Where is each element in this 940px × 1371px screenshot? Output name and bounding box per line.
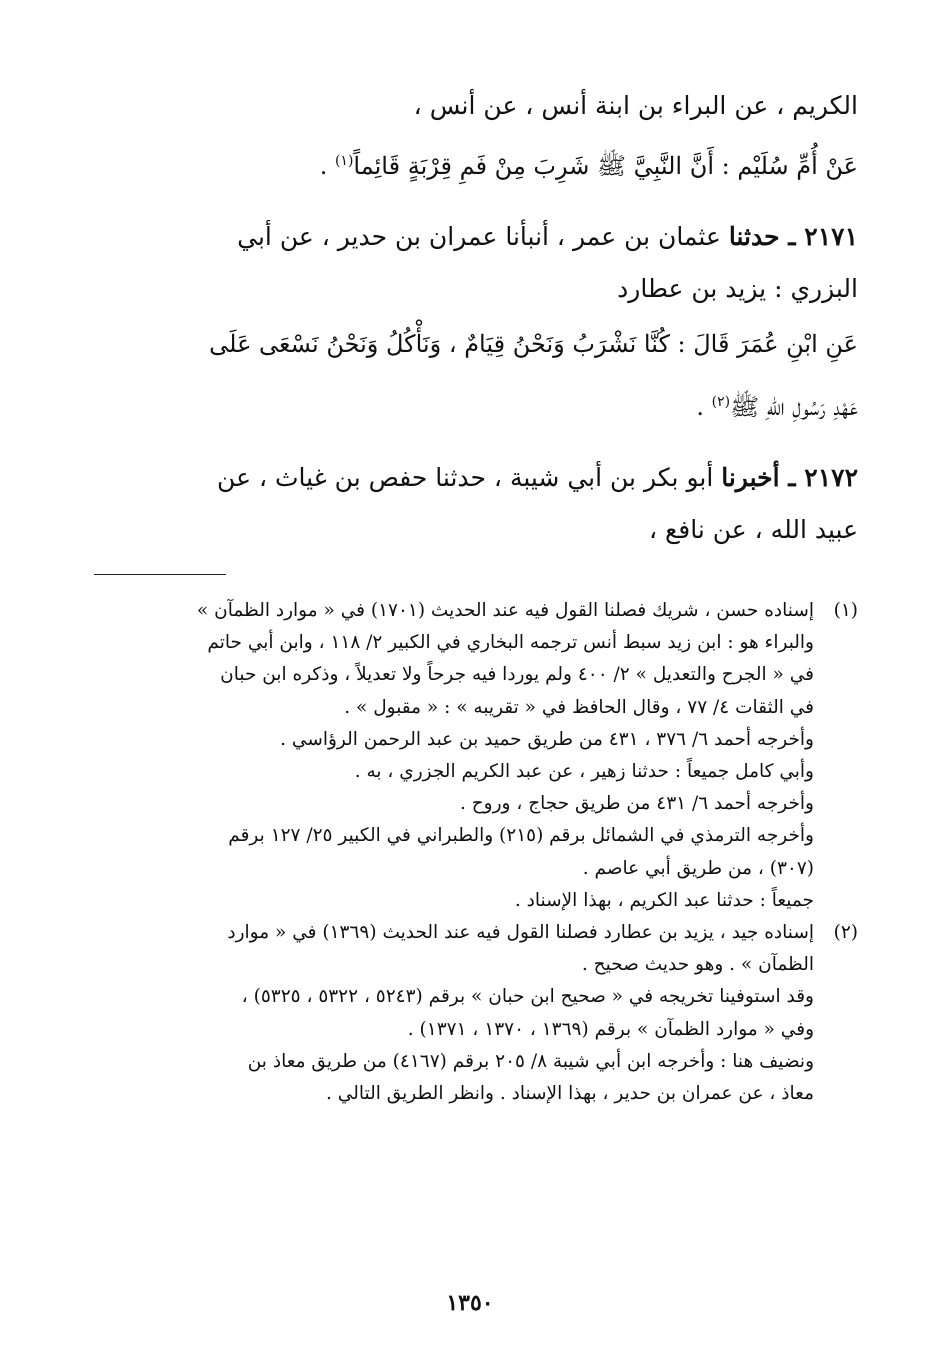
footnote-line: في الثقات ٤/ ٧٧ ، وقال الحافظ في « تقريبه » : « مقبول » . bbox=[344, 696, 814, 718]
isnad-line: البزري : يزيد بن عطارد bbox=[617, 274, 858, 303]
footnote-line: في « الجرح والتعديل » ٢/ ٤٠٠ ولم يوردا فيه جرحاً ولا تعديلاً ، وذكره ابن حبان bbox=[220, 664, 814, 686]
isnad-line bbox=[80, 452, 858, 504]
footnote-marker: (١) bbox=[833, 600, 858, 621]
footnote-line: ونضيف هنا : وأخرجه ابن أبي شيبة ٨/ ٢٠٥ برقم (٤١٦٧) من طريق معاذ بن bbox=[247, 1050, 814, 1072]
punctuation: . bbox=[319, 152, 335, 180]
page-number: ١٣٥٠ bbox=[446, 1290, 494, 1316]
hadith-text bbox=[80, 132, 858, 195]
hadith-number: ٢١٧١ ـ حدثنا bbox=[728, 222, 858, 251]
footnote-2 bbox=[80, 917, 858, 1110]
footnote-line: وأخرجه أحمد ٦/ ٤٣١ من طريق حجاج ، وروح . bbox=[459, 793, 814, 815]
hadith-2171 bbox=[80, 211, 858, 436]
footnote-marker: (٢) bbox=[833, 922, 858, 944]
punctuation: . bbox=[696, 393, 712, 421]
text-line: الكريم ، عن البراء بن ابنة أنس ، عن أنس ، bbox=[413, 91, 858, 120]
main-text bbox=[80, 80, 858, 195]
footnote-ref-1[interactable]: (١) bbox=[334, 153, 354, 169]
footnote-1 bbox=[80, 595, 858, 917]
footnote-line: وأخرجه أحمد ٦/ ٣٧٦ ، ٤٣١ من طريق حميد بن عبد الرحمن الرؤاسي . bbox=[280, 728, 814, 750]
footnote-line: إسناده جيد ، يزيد بن عطارد فصلنا القول فيه عند الحديث (١٣٦٩) في « موارد bbox=[227, 922, 814, 944]
footnote-ref-2[interactable]: (٢) bbox=[711, 394, 731, 410]
hadith-line: عَنِ ابْنِ عُمَرَ قَالَ : كُنَّا نَشْرَبُ وَنَحْنُ قِيَامٌ ، وَنَأْكُلُ وَنَحْنُ نَسْعَى عَلَى bbox=[209, 330, 858, 358]
footnote-body bbox=[80, 917, 814, 1110]
footnote-line: وأخرجه الترمذي في الشمائل برقم (٢١٥) والطبراني في الكبير ٢٥/ ١٢٧ برقم bbox=[228, 825, 814, 847]
footnote-line: (٣٠٧) ، من طريق أبي عاصم . bbox=[582, 857, 814, 879]
footnote-separator bbox=[94, 574, 226, 575]
hadith-text: عَهْدِ رَسُولِ اللهِ ﷺ bbox=[730, 393, 858, 421]
footnote-line: وقد استوفينا تخريجه في « صحيح ابن حبان » برقم (٥٢٤٣ ، ٥٣٢٢ ، ٥٣٢٥) ، bbox=[241, 986, 814, 1008]
footnote-line: جميعاً : حدثنا عبد الكريم ، بهذا الإسناد . bbox=[514, 889, 814, 911]
hadith-2172 bbox=[80, 452, 858, 556]
footnote-line: الظمآن » . وهو حديث صحيح . bbox=[581, 954, 814, 976]
footnotes bbox=[80, 595, 858, 1110]
footnote-line: وفي « موارد الظمآن » برقم (١٣٦٩ ، ١٣٧٠ ، ١٣٧١) . bbox=[407, 1018, 814, 1040]
footnote-line: والبراء هو : ابن زيد سبط أنس ترجمه البخاري في الكبير ٢/ ١١٨ ، وابن أبي حاتم bbox=[207, 632, 814, 654]
footnote-line: إسناده حسن ، شريك فصلنا القول فيه عند الحديث (١٧٠١) في « موارد الظمآن » bbox=[196, 600, 814, 621]
hadith-line: عَنْ أُمِّ سُلَيْم : أَنَّ النَّبِيَّ ﷺ شَرِبَ مِنْ فَمِ قِرْبَةٍ قَائِماً bbox=[353, 152, 858, 180]
isnad-line bbox=[80, 211, 858, 263]
hadith-line bbox=[80, 373, 858, 436]
isnad-text: أبو بكر بن أبي شيبة ، حدثنا حفص بن غياث ، عن bbox=[217, 463, 722, 492]
page-content bbox=[80, 80, 858, 1110]
isnad-line: عبيد الله ، عن نافع ، bbox=[648, 515, 858, 544]
hadith-number: ٢١٧٢ ـ أخبرنا bbox=[721, 463, 858, 492]
isnad-text: عثمان بن عمر ، أنبأنا عمران بن حدير ، عن أبي bbox=[237, 222, 729, 251]
footnote-body bbox=[80, 595, 814, 917]
footnote-line: وأبي كامل جميعاً : حدثنا زهير ، عن عبد الكريم الجزري ، به . bbox=[354, 761, 814, 783]
footnote-line: معاذ ، عن عمران بن حدير ، بهذا الإسناد . وانظر الطريق التالي . bbox=[326, 1083, 814, 1105]
